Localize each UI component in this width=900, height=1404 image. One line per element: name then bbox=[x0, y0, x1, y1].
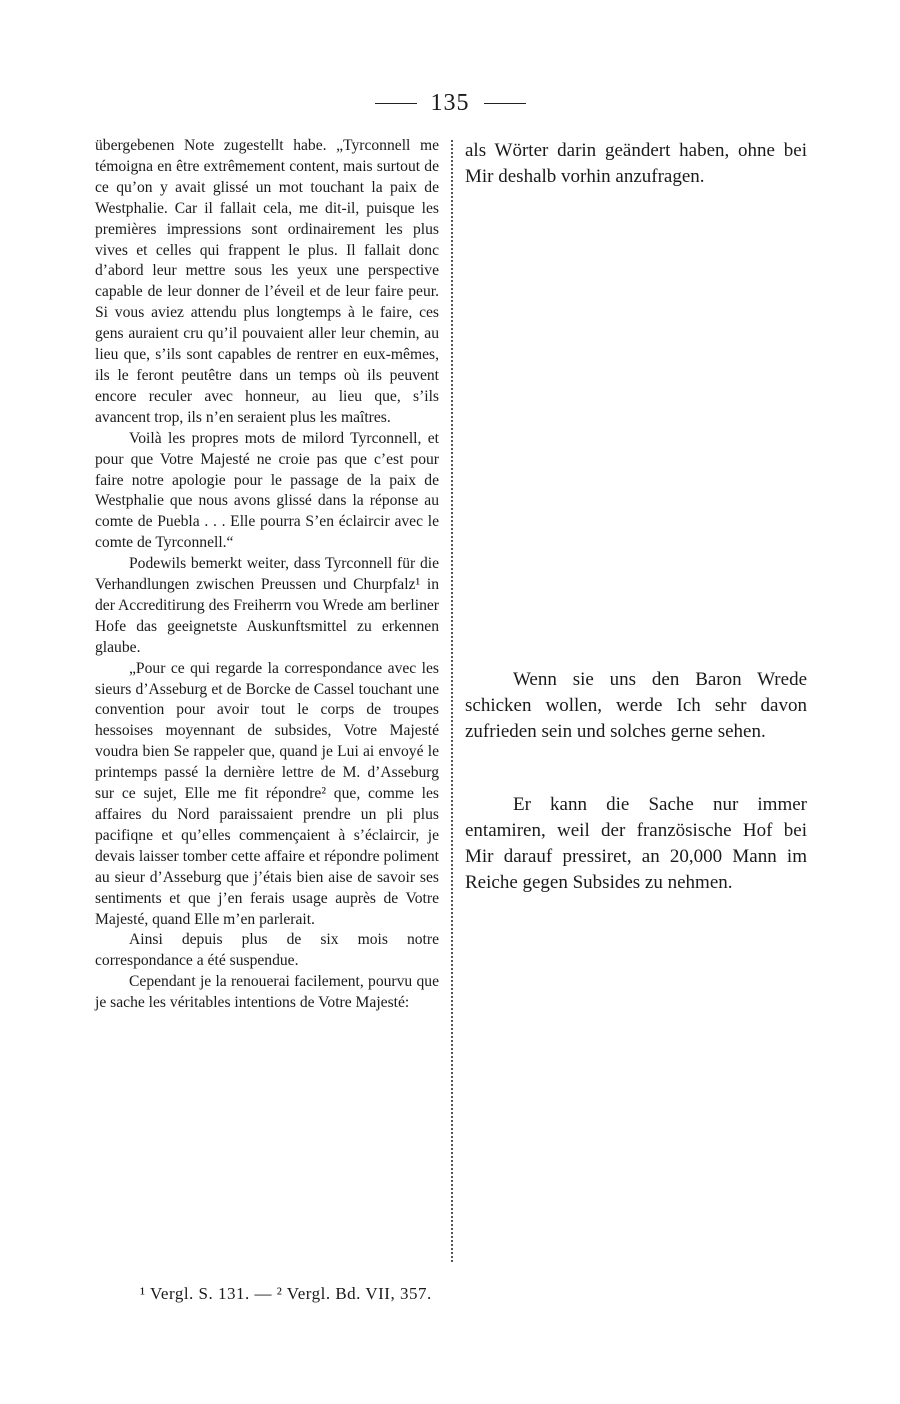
right-block-3 bbox=[465, 792, 807, 896]
header-rule-right bbox=[484, 103, 526, 104]
page-number: 135 bbox=[430, 90, 470, 116]
header-rule-left bbox=[375, 103, 417, 104]
left-column bbox=[95, 136, 439, 1014]
left-paragraph-2: Voilà les propres mots de milord Tyrconnell, et pour que Votre Majesté ne croie pas que c’est pour faire notre apologie pour le passage de la paix de Westphalie que nous avons glissé dans la réponse au comte de Puebla . . . Elle pourra S’en éclaircir avec le comte de Tyrconnell.“ bbox=[95, 429, 439, 552]
right-block-2 bbox=[465, 667, 807, 745]
left-paragraph-6: Cependant je la renouerai facilement, pourvu que je sache les véritables intentions de Votre Majesté: bbox=[95, 973, 439, 1012]
right-paragraph-3: Er kann die Sache nur immer entamiren, weil der französische Hof bei Mir darauf pressiret, an 20,000 Mann im Reiche gegen Subsides zu nehmen. bbox=[465, 794, 807, 893]
left-paragraph-3: Podewils bemerkt weiter, dass Tyrconnell für die Verhandlungen zwischen Preussen und Churpfalz¹ in der Accreditirung des Freiherrn vou Wrede am berliner Hofe das geeignetste Auskunftsmittel zu erkennen glaube. bbox=[95, 555, 439, 656]
left-paragraph-4: „Pour ce qui regarde la correspondance avec les sieurs d’Asseburg et de Borcke de Cassel touchant une convention pour avoir tout le corps de troupes hessoises moyennant de subsides, Votre Majesté voudra bien Se rappeler que, quand je Lui ai envoyé le printemps passé la dernière lettre de M. d’Asseburg sur ce sujet, Elle me fit répondre² que, comme les affaires du Nord paraissaient prendre un pli plus pacifiqne et qu’elles commençaient à s’éclaircir, je devais laisser tomber cette affaire et répondre poliment au sieur d’Asseburg que j’étais bien aise de savoir ses sentiments et que j’en ferais usage auprès de Votre Majesté, quand Elle m’en parlerait. bbox=[95, 659, 439, 928]
right-paragraph-1: als Wörter darin geändert haben, ohne bei Mir deshalb vorhin anzufragen. bbox=[465, 140, 807, 187]
right-block-1 bbox=[465, 138, 807, 190]
left-paragraph-5: Ainsi depuis plus de six mois notre correspondance a été suspendue. bbox=[95, 931, 439, 970]
right-paragraph-2: Wenn sie uns den Baron Wrede schicken wollen, werde Ich sehr davon zufrieden sein und solches gerne sehen. bbox=[465, 669, 807, 742]
page-header bbox=[0, 90, 900, 117]
footnote: ¹ Vergl. S. 131. — ² Vergl. Bd. VII, 357. bbox=[140, 1284, 432, 1303]
left-paragraph-1: übergebenen Note zugestellt habe. „Tyrconnell me témoigna en être extrêmement content, mais surtout de ce qu’on y avait glissé un mot touchant la paix de Westphalie. Car il fallait cela, me dit-il, puisque les premières impressions sont ordinairement les plus vives et celles qui frappent le plus. Il fallait donc d’abord leur mettre sous les yeux une perspective capable de leur donner de l’éveil et de leur faire peur. Si vous aviez attendu plus longtemps à le faire, ces gens auraient cru qu’il pouvaient aller leur chemin, au lieu que, s’ils sont capables de rentrer en eux-mêmes, ils le feront peutêtre dans un temps où ils peuvent encore reculer avec honneur, au lieu que, s’ils avancent trop, ils n’en seraient plus les maîtres. bbox=[95, 137, 439, 426]
column-divider bbox=[451, 140, 453, 1262]
